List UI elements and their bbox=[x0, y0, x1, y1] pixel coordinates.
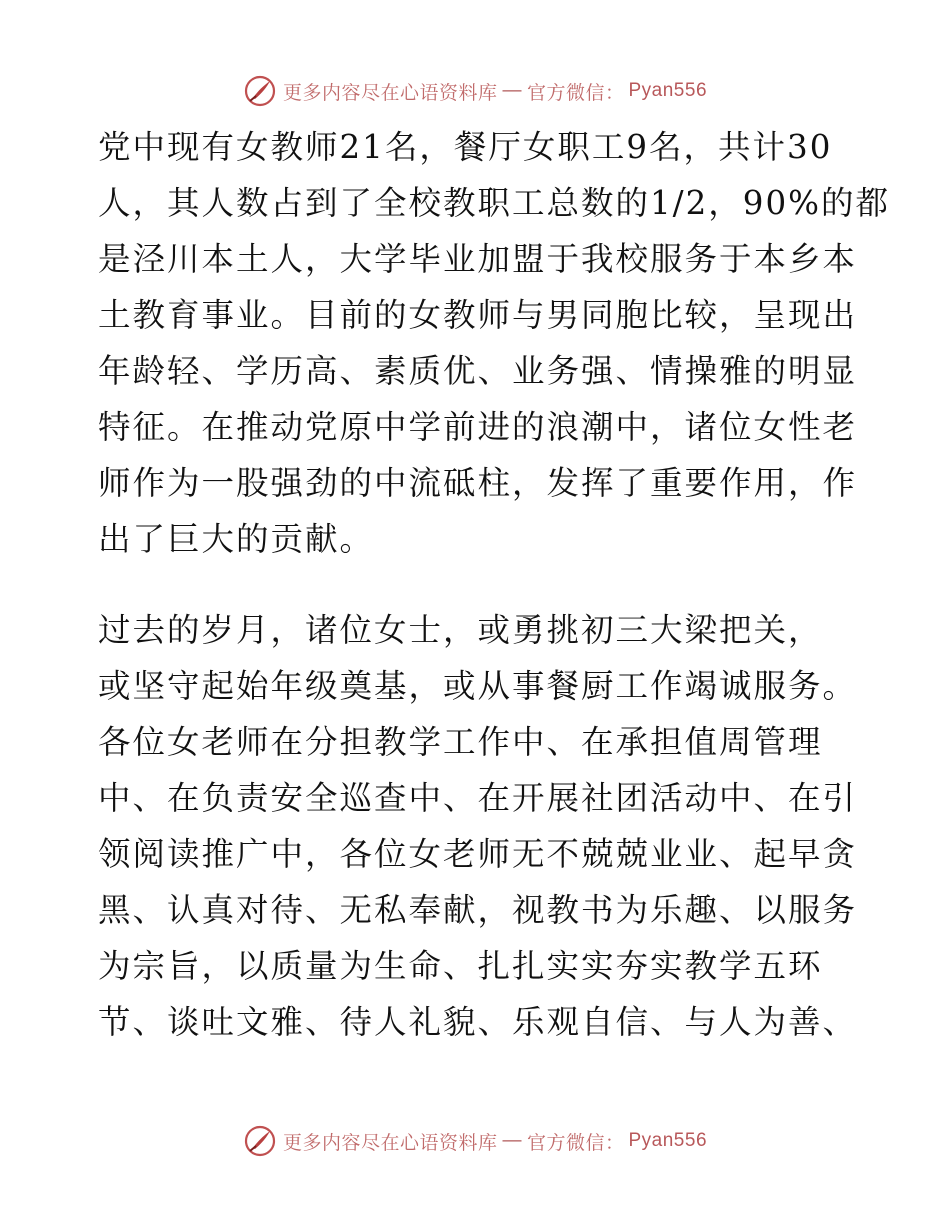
text-line: 过去的岁月，诸位女士，或勇挑初三大梁把关， bbox=[98, 611, 823, 649]
footer-wechat-id: Pyan556 bbox=[628, 1130, 708, 1151]
text-line: 年龄轻、学历高、素质优、业务强、情操雅的明显 bbox=[98, 352, 858, 390]
text-line: 节、谈吐文雅、待人礼貌、乐观自信、与人为善、 bbox=[98, 1003, 858, 1041]
quill-pen-logo-icon bbox=[243, 1124, 277, 1158]
header-site-text: 更多内容尽在心语资料库 bbox=[282, 82, 498, 104]
header-separator: — bbox=[502, 80, 522, 101]
text-line: 或坚守起始年级奠基，或从事餐厨工作竭诚服务。 bbox=[98, 667, 858, 705]
footer-wechat-label: 官方微信： bbox=[526, 1132, 625, 1154]
footer-separator: — bbox=[502, 1130, 522, 1151]
text-line: 各位女老师在分担教学工作中、在承担值周管理 bbox=[98, 723, 823, 761]
text-line: 是泾川本土人，大学毕业加盟于我校服务于本乡本 bbox=[98, 240, 858, 278]
text-line: 为宗旨，以质量为生命、扎扎实实夯实教学五环 bbox=[98, 947, 823, 985]
text-line: 土教育事业。目前的女教师与男同胞比较，呈现出 bbox=[98, 296, 858, 334]
text-line: 领阅读推广中，各位女老师无不兢兢业业、起早贪 bbox=[98, 835, 858, 873]
text-line: 人，其人数占到了全校教职工总数的1/2，90%的都 bbox=[98, 184, 891, 222]
footer-site-text: 更多内容尽在心语资料库 bbox=[282, 1132, 498, 1154]
text-line: 师作为一股强劲的中流砥柱，发挥了重要作用，作 bbox=[98, 464, 858, 502]
text-line: 特征。在推动党原中学前进的浪潮中，诸位女性老 bbox=[98, 408, 858, 446]
text-line: 出了巨大的贡献。 bbox=[98, 520, 375, 558]
header-wechat-label: 官方微信： bbox=[526, 82, 625, 104]
header-wechat-id: Pyan556 bbox=[628, 80, 708, 101]
text-line: 中、在负责安全巡查中、在开展社团活动中、在引 bbox=[98, 779, 858, 817]
text-line: 党中现有女教师21名，餐厅女职工9名，共计30 bbox=[98, 128, 833, 166]
footer-banner bbox=[0, 1121, 950, 1161]
text-line: 黑、认真对待、无私奉献，视教书为乐趣、以服务 bbox=[98, 891, 858, 929]
quill-pen-logo-icon bbox=[243, 74, 277, 108]
header-banner bbox=[0, 71, 950, 111]
